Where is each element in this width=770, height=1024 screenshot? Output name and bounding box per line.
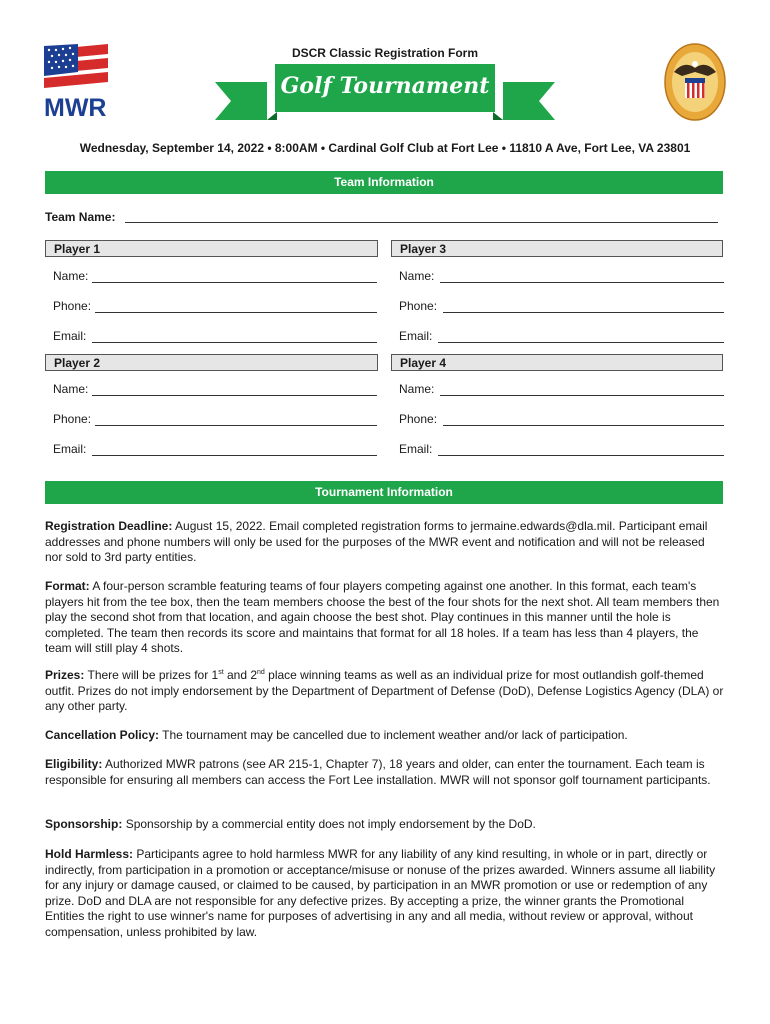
player-4-email-field[interactable] bbox=[438, 455, 724, 456]
sponsorship-label: Sponsorship: bbox=[45, 817, 123, 831]
player-2-name-field[interactable] bbox=[92, 395, 377, 396]
dla-seal bbox=[664, 42, 726, 122]
prizes-label: Prizes: bbox=[45, 668, 85, 682]
player-3-email-label: Email: bbox=[399, 329, 433, 343]
player-2-phone-field[interactable] bbox=[95, 425, 377, 426]
registration-text: August 15, 2022. Email completed registration forms to jermaine.edwards@dla.mil. Participant email addresses and phone numbers will only be used for the purposes of the MWR event and notification and will not be released nor sold to 3rd party entities. bbox=[45, 519, 708, 564]
team-name-label: Team Name: bbox=[45, 210, 116, 224]
shield-icon bbox=[685, 78, 705, 98]
hold-harmless-text: Participants agree to hold harmless MWR for any liability of any kind resulting, in whole or in part, directly or indirectly, from participation in a promotion or acceptance/misuse or nonuse of the prizes awarded. Winners assume all liability for any injury or damage caused, or claimed to be caused, by participation in an MWR promotion or use or redemption of any prize. DoD and DLA are not responsible for any defective prizes. By accepting a prize, the winner grants the Promotional Entities the right to use winner's name for purposes of advertising in any and all media, without review or approval, without compensation, unless prohibited by law. bbox=[45, 847, 716, 939]
sponsorship-text: Sponsorship by a commercial entity does not imply endorsement by the DoD. bbox=[125, 817, 536, 831]
registration-label: Registration Deadline: bbox=[45, 519, 173, 533]
player-1-heading: Player 1 bbox=[45, 240, 378, 257]
player-2-name-label: Name: bbox=[53, 382, 89, 396]
prizes-sup-st: st bbox=[218, 669, 224, 676]
player-4-name-field[interactable] bbox=[440, 395, 724, 396]
cancellation-label: Cancellation Policy: bbox=[45, 728, 160, 742]
player-1-phone-field[interactable] bbox=[95, 312, 377, 313]
banner-title: Golf Tournament bbox=[280, 73, 490, 99]
team-name-field[interactable] bbox=[125, 222, 718, 223]
player-1-name-label: Name: bbox=[53, 269, 89, 283]
sponsorship-paragraph bbox=[45, 817, 725, 833]
player-2-phone-label: Phone: bbox=[53, 412, 92, 426]
player-2-email-field[interactable] bbox=[92, 455, 377, 456]
player-1-phone-label: Phone: bbox=[53, 299, 92, 313]
player-3-name-field[interactable] bbox=[440, 282, 724, 283]
event-details: Wednesday, September 14, 2022 • 8:00AM • Cardinal Golf Club at Fort Lee • 11810 A Ave, Fort Lee, VA 23801 bbox=[79, 141, 691, 155]
hold-harmless-label: Hold Harmless: bbox=[45, 847, 134, 861]
hold-harmless-paragraph bbox=[45, 847, 725, 940]
format-text: A four-person scramble featuring teams of four players competing against one another. In this format, each team's players hit from the tee box, then the team members choose the best of the four shots for the next shot. All team members then play the second shot from that location, and again choose the best shot. Play continues in this manner until the hole is completed. The team then records its score and maintains that format for all 18 holes. If a team has less than 4 players, the team will still play 4 shots. bbox=[45, 579, 720, 655]
player-4-name-label: Name: bbox=[399, 382, 435, 396]
player-4-email-label: Email: bbox=[399, 442, 433, 456]
prizes-sup-nd: nd bbox=[257, 669, 265, 676]
player-2-email-label: Email: bbox=[53, 442, 87, 456]
prizes-paragraph bbox=[45, 668, 725, 715]
mwr-logo-text: MWR bbox=[44, 94, 107, 118]
eligibility-text: Authorized MWR patrons (see AR 215-1, Chapter 7), 18 years and older, can enter the tournament. Each team is responsible for ensuring all members can access the Fort Lee installation. MWR will not sponsor golf tournament participants. bbox=[45, 757, 711, 787]
cancellation-text: The tournament may be cancelled due to inclement weather and/or lack of participation. bbox=[162, 728, 628, 742]
player-4-heading: Player 4 bbox=[391, 354, 723, 371]
eligibility-label: Eligibility: bbox=[45, 757, 103, 771]
tournament-information-heading: Tournament Information bbox=[45, 481, 723, 504]
team-information-heading: Team Information bbox=[45, 171, 723, 194]
prizes-text-a: There will be prizes for 1 bbox=[87, 668, 219, 682]
prizes-text-b: and 2 bbox=[223, 668, 258, 682]
player-3-email-field[interactable] bbox=[438, 342, 724, 343]
format-paragraph bbox=[45, 579, 725, 657]
format-label: Format: bbox=[45, 579, 90, 593]
player-3-heading: Player 3 bbox=[391, 240, 723, 257]
prizes-text-c: place winning teams as well as an individual prize for most outlandish golf-themed outfit. Prizes do not imply endorsement by the Department of Department of Defense (DoD), Defense Logistics Agency (DLA) or any other party. bbox=[45, 668, 724, 713]
player-3-phone-label: Phone: bbox=[399, 299, 438, 313]
cancellation-paragraph bbox=[45, 728, 725, 744]
eligibility-paragraph bbox=[45, 757, 725, 788]
player-4-phone-label: Phone: bbox=[399, 412, 438, 426]
player-1-email-label: Email: bbox=[53, 329, 87, 343]
player-3-phone-field[interactable] bbox=[443, 312, 724, 313]
player-1-name-field[interactable] bbox=[92, 282, 377, 283]
player-1-email-field[interactable] bbox=[92, 342, 377, 343]
player-2-heading: Player 2 bbox=[45, 354, 378, 371]
form-title: DSCR Classic Registration Form bbox=[291, 46, 479, 60]
player-4-phone-field[interactable] bbox=[443, 425, 724, 426]
player-3-name-label: Name: bbox=[399, 269, 435, 283]
registration-paragraph bbox=[45, 519, 725, 566]
